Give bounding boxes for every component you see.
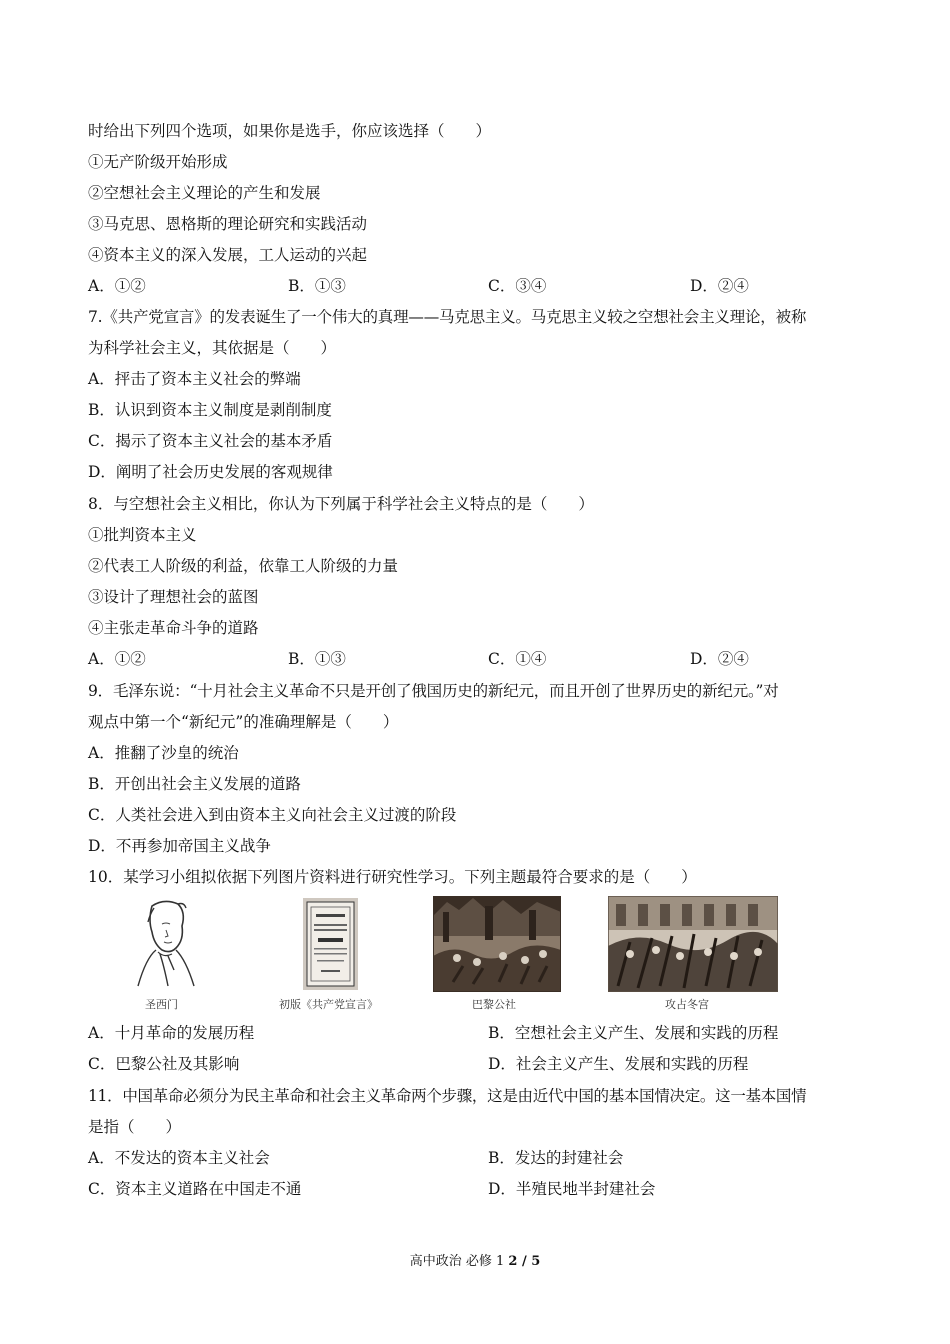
winter-palace-image	[608, 896, 778, 992]
q11-stem-line1: 11．中国革命必须分为民主革命和社会主义革命两个步骤，这是由近代中国的基本国情决定。这一基本国情	[88, 1087, 807, 1105]
manifesto-cover-image	[303, 898, 358, 990]
q6-option-c: C．③④	[488, 277, 547, 295]
q10-option-a: A．十月革命的发展历程	[88, 1024, 255, 1042]
q8-item-3: ③设计了理想社会的蓝图	[88, 588, 259, 606]
page-footer	[0, 1250, 950, 1269]
q9-stem-line1: 9．毛泽东说：“十月社会主义革命不只是开创了俄国历史的新纪元，而且开创了世界历史的新纪元。”对	[88, 682, 779, 700]
q7-stem-line2: 为科学社会主义，其依据是（ ）	[88, 339, 337, 357]
footer-page-number: 2 / 5	[508, 1254, 541, 1269]
q7-stem-line1: 7.《共产党宣言》的发表诞生了一个伟大的真理——马克思主义。马克思主义较之空想社会主义理论，被称	[88, 308, 807, 326]
q8-item-4: ④主张走革命斗争的道路	[88, 619, 259, 637]
q8-item-1: ①批判资本主义	[88, 526, 197, 544]
q10-option-d: D．社会主义产生、发展和实践的历程	[488, 1055, 749, 1073]
q7-option-d: D．阐明了社会历史发展的客观规律	[88, 463, 333, 481]
q6-item-2: ②空想社会主义理论的产生和发展	[88, 184, 321, 202]
q10-option-b: B．空想社会主义产生、发展和实践的历程	[488, 1024, 779, 1042]
q8-item-2: ②代表工人阶级的利益，依靠工人阶级的力量	[88, 557, 399, 575]
q6-item-4: ④资本主义的深入发展，工人运动的兴起	[88, 246, 368, 264]
caption-paris-commune: 巴黎公社	[472, 998, 516, 1011]
q11-option-b: B．发达的封建社会	[488, 1149, 624, 1167]
q7-option-a: A．抨击了资本主义社会的弊端	[88, 370, 301, 388]
q8-option-d: D．②④	[690, 650, 749, 668]
q7-option-c: C．揭示了资本主义社会的基本矛盾	[88, 432, 333, 450]
q8-option-b: B．①③	[288, 650, 346, 668]
q6-option-b: B．①③	[288, 277, 346, 295]
q11-stem-line2: 是指（ ）	[88, 1118, 182, 1136]
q7-option-b: B．认识到资本主义制度是剥削制度	[88, 401, 332, 419]
q9-stem-line2: 观点中第一个“新纪元”的准确理解是（ ）	[88, 713, 399, 731]
q6-option-d: D．②④	[690, 277, 749, 295]
q8-stem: 8．与空想社会主义相比，你认为下列属于科学社会主义特点的是（ ）	[88, 495, 594, 513]
q6-item-3: ③马克思、恩格斯的理论研究和实践活动	[88, 215, 368, 233]
q11-option-d: D．半殖民地半封建社会	[488, 1180, 656, 1198]
q8-option-c: C．①④	[488, 650, 547, 668]
q11-option-a: A．不发达的资本主义社会	[88, 1149, 270, 1167]
caption-winter-palace: 攻占冬宫	[665, 998, 709, 1011]
q10-option-c: C．巴黎公社及其影响	[88, 1055, 240, 1073]
q10-stem: 10．某学习小组拟依据下列图片资料进行研究性学习。下列主题最符合要求的是（ ）	[88, 868, 697, 886]
footer-text: 高中政治 必修 1	[409, 1254, 509, 1269]
q6-item-1: ①无产阶级开始形成	[88, 153, 228, 171]
q6-option-a: A．①②	[88, 277, 146, 295]
q9-option-d: D．不再参加帝国主义战争	[88, 837, 271, 855]
paris-commune-image	[433, 896, 561, 992]
caption-manifesto: 初版《共产党宣言》	[279, 998, 378, 1011]
q6-stem: 时给出下列四个选项，如果你是选手，你应该选择（ ）	[88, 122, 492, 140]
q8-option-a: A．①②	[88, 650, 146, 668]
caption-saint-simon: 圣西门	[145, 998, 178, 1011]
saint-simon-portrait	[128, 896, 200, 990]
q11-option-c: C．资本主义道路在中国走不通	[88, 1180, 302, 1198]
q9-option-a: A．推翻了沙皇的统治	[88, 744, 239, 762]
q9-option-c: C．人类社会进入到由资本主义向社会主义过渡的阶段	[88, 806, 457, 824]
q9-option-b: B．开创出社会主义发展的道路	[88, 775, 301, 793]
